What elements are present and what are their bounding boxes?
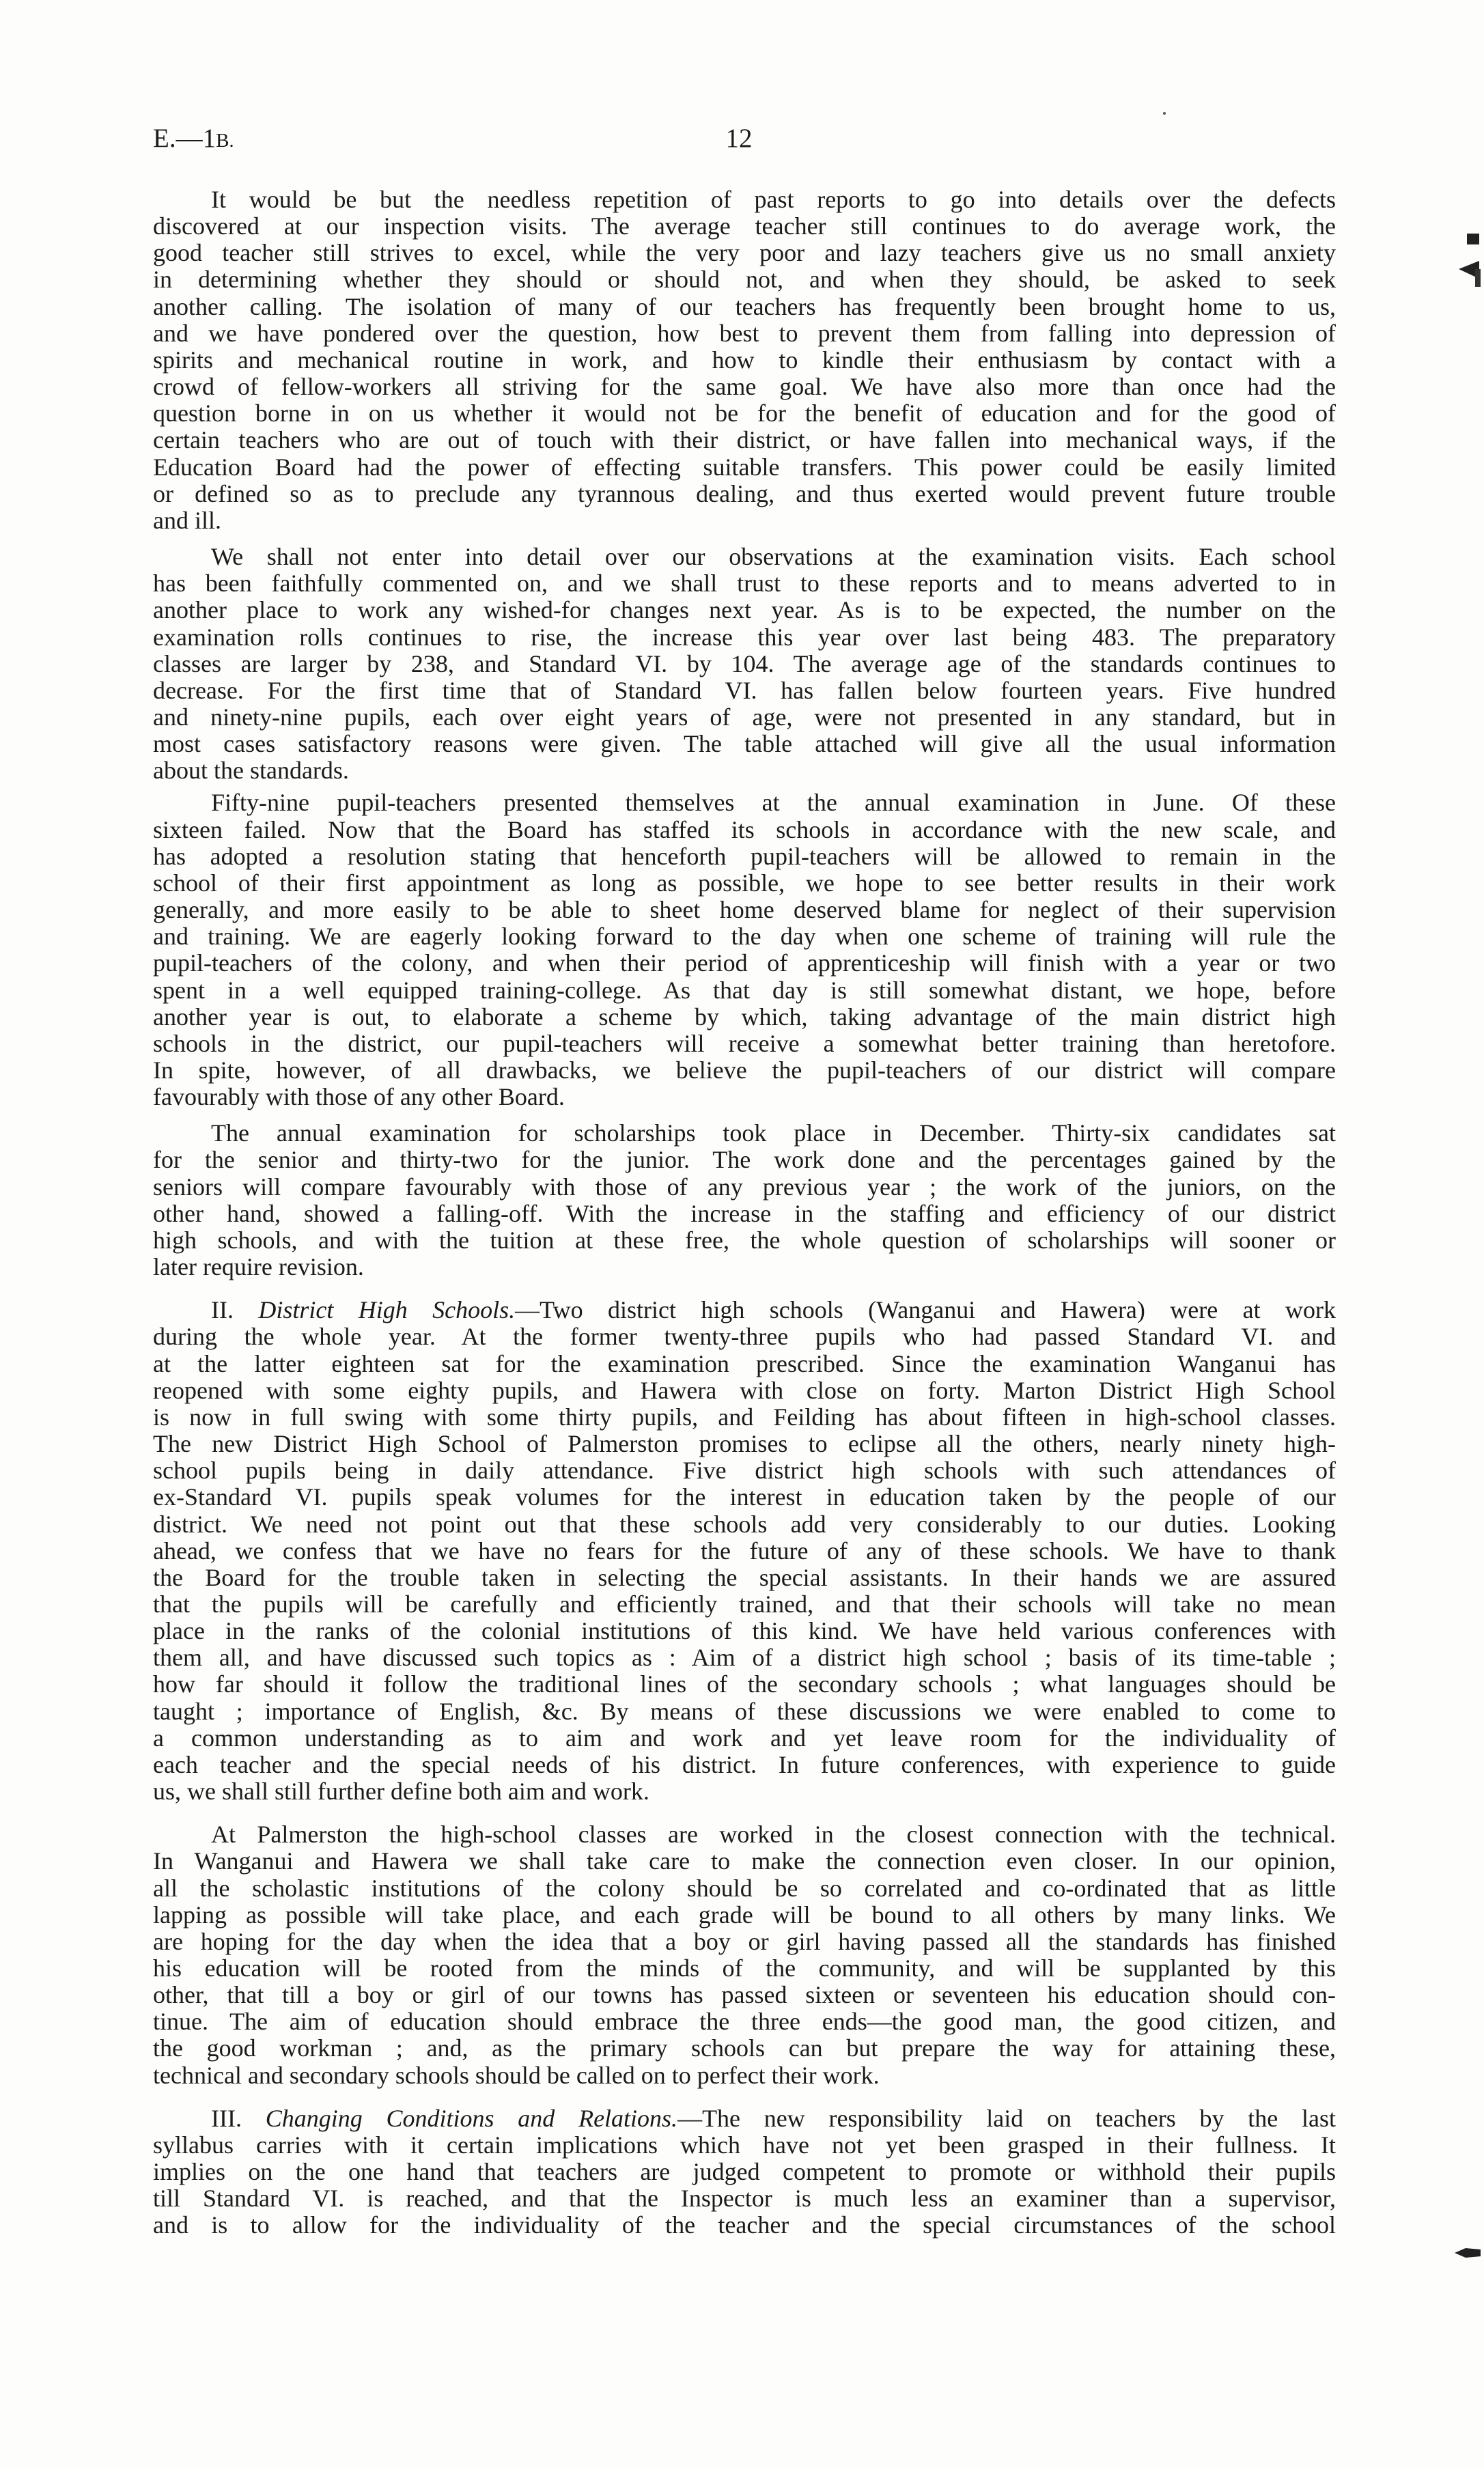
paragraph [153,186,1336,534]
text-line [153,1297,1336,1323]
text-line: seniors will compare favourably with those of any previous year ; the work of the juniors, on the [153,1173,1336,1201]
text-line: during the whole year. At the former twenty-three pupils who had passed Standard VI. and [153,1323,1336,1351]
text-line: that the pupils will be carefully and efficiently trained, and that their schools will take no mean [153,1590,1336,1618]
text-line: other, that till a boy or girl of our towns has passed sixteen or seventeen his education should con- [153,1981,1336,2009]
text-line: all the scholastic institutions of the colony should be so correlated and co-ordinated that as little [153,1874,1336,1902]
text-line: and is to allow for the individuality of the teacher and the special circumstances of the school [153,2211,1336,2239]
text-line: his education will be rooted from the minds of the community, and will be supplanted by this [153,1954,1336,1982]
text-line: taught ; importance of English, &c. By means of these discussions we were enabled to come to [153,1697,1336,1725]
text-line: district. We need not point out that these schools add very considerably to our duties. Looking [153,1510,1336,1538]
text-line: generally, and more easily to be able to sheet home deserved blame for neglect of their supervision [153,896,1336,924]
text-line: The new District High School of Palmerston promises to eclipse all the others, nearly ninety high- [153,1430,1336,1458]
section-number: II. [211,1296,259,1324]
text-line: another year is out, to elaborate a scheme by which, taking advantage of the main district high [153,1002,1336,1030]
text-line: We shall not enter into detail over our observations at the examination visits. Each school [211,543,1336,571]
text-line: decrease. For the first time that of Standard VI. has fallen below fourteen years. Five hundred [153,676,1336,704]
text-line: good teacher still strives to excel, while the very poor and lazy teachers give us no small anxiety [153,239,1336,267]
text-line: In spite, however, of all drawbacks, we believe the pupil-teachers of our district will compare [153,1056,1336,1084]
section-heading: District High Schools. [258,1296,516,1324]
text-line: favourably with those of any other Board. [153,1083,565,1111]
text-line: It would be but the needless repetition of past reports to go into details over the defects [211,186,1336,213]
text-line: and training. We are eagerly looking forward to the day when one scheme of training will rule the [153,923,1336,951]
text-line: technical and secondary schools should be called on to perfect their work. [153,2061,880,2089]
text-line: and ill. [153,506,221,534]
text-line: spirits and mechanical routine in work, and how to kindle their enthusiasm by contact with a [153,346,1336,374]
report-body [153,186,1336,2239]
text-line: reopened with some eighty pupils, and Hawera with close on forty. Marton District High School [153,1376,1336,1404]
text-line: later require revision. [153,1253,364,1281]
text-line: classes are larger by 238, and Standard VI. by 104. The average age of the standards continues to [153,649,1336,677]
paragraph [153,1120,1336,1280]
text-line: other hand, showed a falling-off. With the increase in the staffing and efficiency of our district [153,1199,1336,1227]
text-line: crowd of fellow-workers all striving for the same goal. We have also more than once had the [153,373,1336,401]
section-district-high-schools [153,1297,1336,1805]
text-line: Fifty-nine pupil-teachers presented themselves at the annual examination in June. Of these [211,789,1336,817]
text-line: high schools, and with the tuition at these free, the whole question of scholarships will sooner or [153,1226,1336,1254]
text-line: pupil-teachers of the colony, and when their period of apprenticeship will finish with a year or two [153,949,1336,977]
text-line: has adopted a resolution stating that henceforth pupil-teachers will be allowed to remain in the [153,842,1336,870]
text-line: how far should it follow the traditional lines of the secondary schools ; what languages should be [153,1670,1336,1698]
text-line: each teacher and the special needs of his district. In future conferences, with experience to guide [153,1750,1336,1778]
text-line: and ninety-nine pupils, each over eight years of age, were not presented in any standard, but in [153,703,1336,731]
text-line: and we have pondered over the question, how best to prevent them from falling into depression of [153,319,1336,347]
text-line: is now in full swing with some thirty pupils, and Feilding has about fifteen in high-school classes. [153,1403,1336,1431]
text-line: till Standard VI. is reached, and that the Inspector is much less an examiner than a supervisor, [153,2185,1336,2213]
text-line: Education Board had the power of effecting suitable transfers. This power could be easily limited [153,453,1336,481]
text-line: lapping as possible will take place, and each grade will be bound to all others by many links. We [153,1901,1336,1929]
text-line: a common understanding as to aim and work and yet leave room for the individuality of [153,1724,1336,1752]
section-changing-conditions [153,2105,1336,2239]
text-line: has been faithfully commented on, and we shall trust to these reports and to means adverted to in [153,570,1336,598]
document-code-suffix: B. [216,130,234,152]
text-line: about the standards. [153,757,349,785]
text-line: examination rolls continues to rise, the increase this year over last being 483. The preparatory [153,623,1336,651]
text-line: most cases satisfactory reasons were given. The table attached will give all the usual information [153,730,1336,758]
text-line: another place to work any wished-for changes next year. As is to be expected, the number on the [153,596,1336,624]
paragraph [153,789,1336,1110]
text-line: syllabus carries with it certain implications which have not yet been grasped in their fullness. It [153,2131,1336,2159]
text-line: another calling. The isolation of many of our teachers has frequently been brought home to us, [153,292,1336,320]
paragraph [153,544,1336,784]
text-line: us, we shall still further define both aim and work. [153,1778,649,1806]
paragraph [153,1821,1336,2089]
text-line: the Board for the trouble taken in selecting the special assistants. In their hands we are assured [153,1563,1336,1591]
page-number: 12 [725,124,753,153]
text-line: place in the ranks of the colonial institutions of this kind. We have held various conferences with [153,1617,1336,1645]
text-line: question borne in on us whether it would not be for the benefit of education and for the good of [153,399,1336,427]
text-line: schools in the district, our pupil-teachers will receive a somewhat better training than heretofore. [153,1029,1336,1057]
text-line: for the senior and thirty-two for the junior. The work done and the percentages gained by the [153,1146,1336,1174]
scan-dot [1163,112,1166,115]
text-line: implies on the one hand that teachers are judged competent to promote or withhold their pupils [153,2158,1336,2186]
text-line [153,2105,1336,2132]
text-line: school pupils being in daily attendance. Five district high schools with such attendances of [153,1457,1336,1485]
section-text: —Two district high schools (Wanganui and Hawera) were at work [515,1296,1336,1324]
scan-mark-bottom [1453,2245,1482,2260]
scan-mark-top [1452,231,1482,288]
text-line: In Wanganui and Hawera we shall take care to make the connection even closer. In our opinion, [153,1847,1336,1875]
text-line: sixteen failed. Now that the Board has staffed its schools in accordance with the new scale, and [153,815,1336,843]
text-line: spent in a well equipped training-college. As that day is still somewhat distant, we hope, before [153,976,1336,1004]
text-line: certain teachers who are out of touch with their district, or have fallen into mechanical ways, if the [153,426,1336,454]
text-line: or defined so as to preclude any tyrannous dealing, and thus exerted would prevent future trouble [153,479,1336,507]
text-line: tinue. The aim of education should embrace the three ends—the good man, the good citizen, and [153,2008,1336,2036]
text-line: school of their first appointment as long as possible, we hope to see better results in their work [153,869,1336,897]
text-line: in determining whether they should or should not, and when they should, be asked to seek [153,266,1336,294]
section-heading: Changing Conditions and Relations. [265,2104,678,2132]
section-number: III. [211,2104,266,2132]
text-line: At Palmerston the high-school classes are worked in the closest connection with the technical. [211,1821,1336,1849]
text-line: ex-Standard VI. pupils speak volumes for the interest in education taken by the people of our [153,1483,1336,1511]
text-line: at the latter eighteen sat for the examination prescribed. Since the examination Wanganui has [153,1349,1336,1377]
text-line: them all, and have discussed such topics as : Aim of a district high school ; basis of its time-table ; [153,1644,1336,1672]
document-code-main: E.—1 [153,124,216,153]
text-line: ahead, we confess that we have no fears for the future of any of these schools. We have to thank [153,1537,1336,1565]
document-code [153,124,234,154]
section-text: —The new responsibility laid on teachers by the last [677,2104,1336,2132]
text-line: discovered at our inspection visits. The average teacher still continues to do average work, the [153,212,1336,240]
text-line: the good workman ; and, as the primary schools can but prepare the way for attaining these, [153,2034,1336,2062]
text-line: are hoping for the day when the idea that a boy or girl having passed all the standards has finished [153,1927,1336,1955]
text-line: The annual examination for scholarships took place in December. Thirty-six candidates sat [211,1119,1336,1147]
